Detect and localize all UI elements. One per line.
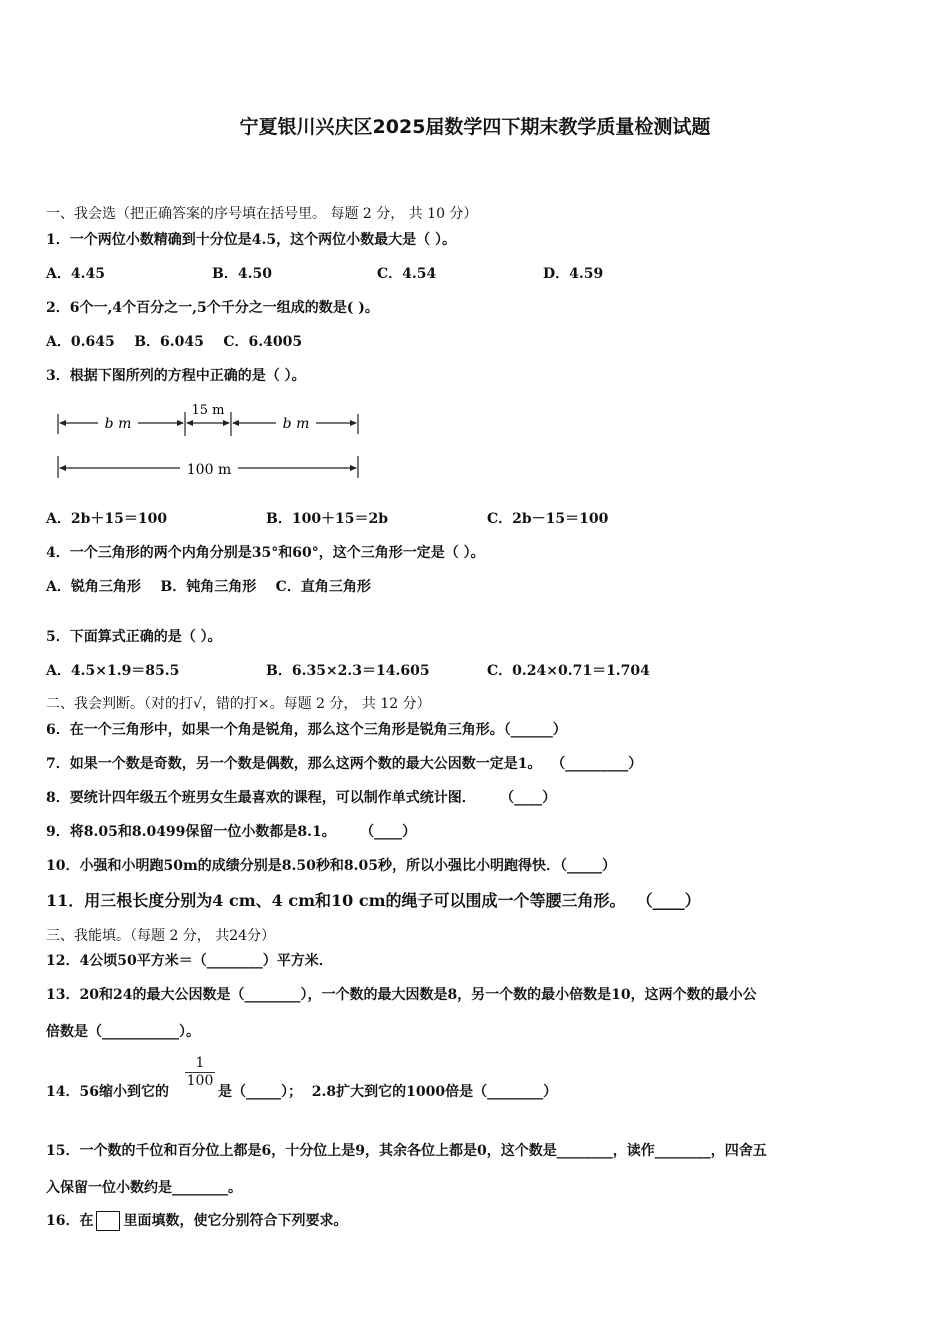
question-15-line1: 15．一个数的千位和百分位上都是6，十分位上是9，其余各位上都是0，这个数是________，读作________，四舍五 xyxy=(46,1143,767,1159)
page-title: 宁夏银川兴庆区2025届数学四下期末教学质量检测试题 xyxy=(239,116,711,138)
q3-option-a: A．2b＋15＝100 xyxy=(46,511,168,527)
q2-options: A．0.645 B．6.045 C．6.4005 xyxy=(46,334,303,350)
section1-header: 一、我会选（把正确答案的序号填在括号里。 每题 2 分， 共 10 分） xyxy=(46,206,478,222)
question-9: 9．将8.05和8.0499保留一位小数都是8.1。 （____） xyxy=(46,824,417,840)
question-16 xyxy=(46,1210,347,1231)
q1-option-b: B．4.50 xyxy=(212,266,272,282)
question-16-suffix: 里面填数，使它分别符合下列要求。 xyxy=(123,1213,348,1229)
question-3: 3．根据下图所列的方程中正确的是（ ）。 xyxy=(46,368,306,384)
q4-options: A．锐角三角形 B．钝角三角形 C．直角三角形 xyxy=(46,579,371,595)
question-15-line2: 入保留一位小数约是________。 xyxy=(46,1180,242,1196)
q3-option-c: C．2b－15＝100 xyxy=(487,511,609,527)
q5-option-c: C．0.24×0.71＝1.704 xyxy=(487,663,650,679)
fraction-1-100 xyxy=(185,1055,215,1089)
q1-option-d: D．4.59 xyxy=(543,266,604,282)
q5-option-a: A．4.5×1.9＝85.5 xyxy=(46,663,180,679)
fraction-numerator: 1 xyxy=(185,1055,215,1073)
label-b-left: b m xyxy=(104,416,132,432)
question-14-suffix: 是（_____）； 2.8扩大到它的1000倍是（________） xyxy=(218,1084,558,1100)
label-b-right: b m xyxy=(282,416,310,432)
question-13-line2: 倍数是（___________）。 xyxy=(46,1024,200,1040)
question-14-prefix: 14．56缩小到它的 xyxy=(46,1084,169,1100)
question-7: 7．如果一个数是奇数，另一个数是偶数，那么这两个数的最大公因数一定是1。 （_________） xyxy=(46,756,643,772)
fraction-denominator: 100 xyxy=(186,1073,214,1089)
label-100m: 100 m xyxy=(186,462,232,478)
question-2: 2．6个一,4个百分之一,5个千分之一组成的数是( )。 xyxy=(46,300,379,316)
q3-segment-diagram xyxy=(50,398,370,484)
q3-option-b: B．100＋15＝2b xyxy=(266,511,389,527)
q1-option-c: C．4.54 xyxy=(377,266,437,282)
question-5: 5．下面算式正确的是（ ）。 xyxy=(46,629,222,645)
question-1: 1．一个两位小数精确到十分位是4.5，这个两位小数最大是（ ）。 xyxy=(46,232,456,248)
q5-option-b: B．6.35×2.3＝14.605 xyxy=(266,663,430,679)
question-8: 8．要统计四年级五个班男女生最喜欢的课程，可以制作单式统计图． （____） xyxy=(46,790,557,806)
question-4: 4．一个三角形的两个内角分别是35°和60°，这个三角形一定是（ ）。 xyxy=(46,545,485,561)
q1-option-a: A．4.45 xyxy=(46,266,105,282)
question-6: 6．在一个三角形中，如果一个角是锐角，那么这个三角形是锐角三角形。（______） xyxy=(46,722,567,738)
question-10: 10．小强和小明跑50m的成绩分别是8.50秒和8.05秒，所以小强比小明跑得快．（_____） xyxy=(46,858,616,874)
section2-header: 二、我会判断。（对的打√，错的打×。每题 2 分， 共 12 分） xyxy=(46,696,431,712)
question-12: 12．4公顷50平方米＝（________）平方米． xyxy=(46,953,333,969)
answer-box[interactable] xyxy=(96,1211,120,1231)
section3-header: 三、我能填。（每题 2 分， 共24分） xyxy=(46,928,276,944)
question-11: 11．用三根长度分别为4 cm、4 cm和10 cm的绳子可以围成一个等腰三角形。 （____） xyxy=(46,891,701,910)
label-15m: 15 m xyxy=(191,403,225,418)
question-13-line1: 13．20和24的最大公因数是（________），一个数的最大因数是8，另一个数的最小倍数是10，这两个数的最小公 xyxy=(46,987,757,1003)
question-16-prefix: 16．在 xyxy=(46,1213,94,1229)
